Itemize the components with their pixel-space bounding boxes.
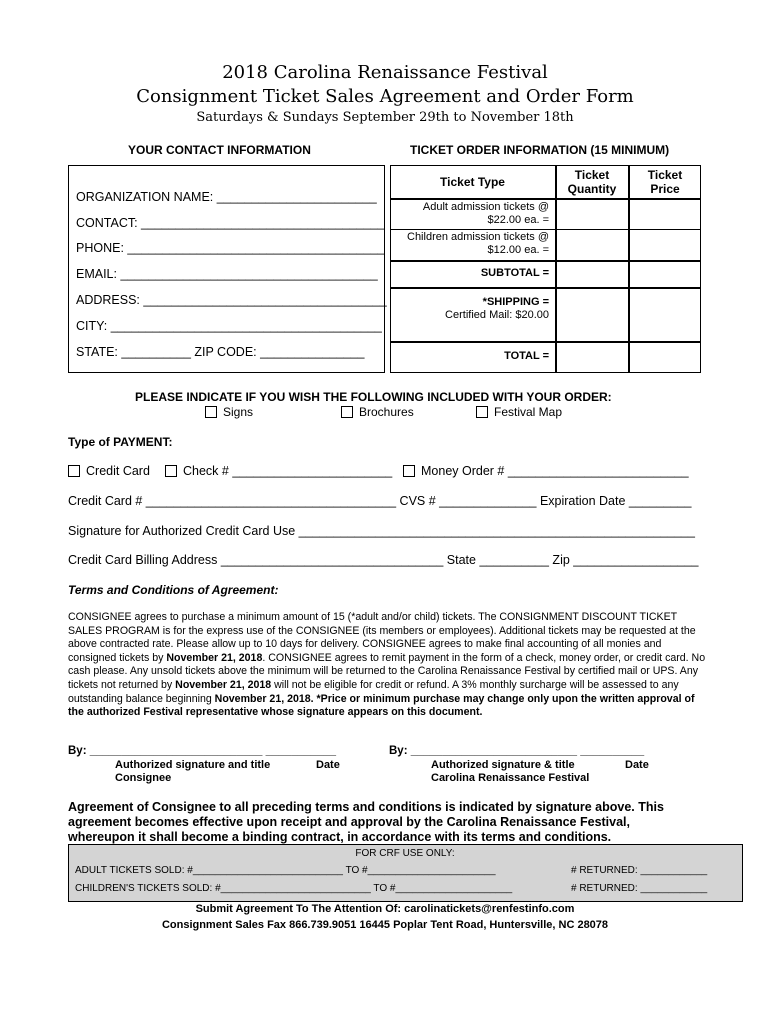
col-price-2: Price xyxy=(650,182,680,196)
credit-card-label: Credit Card xyxy=(86,464,150,478)
money-order-checkbox[interactable] xyxy=(403,465,415,477)
signs-label: Signs xyxy=(223,405,254,419)
festival-signature-line[interactable]: By: __________________________ __________ xyxy=(389,745,645,757)
signs-option[interactable] xyxy=(205,405,253,419)
consignee-signature-label: Authorized signature and title xyxy=(115,759,271,771)
festival-signature-label: Authorized signature & title xyxy=(431,759,575,771)
subtotal-label: SUBTOTAL = xyxy=(480,267,549,279)
festival-map-checkbox[interactable] xyxy=(476,406,488,418)
shipping-method: Certified Mail: $20.00 xyxy=(445,309,549,321)
consignee-label: Consignee xyxy=(115,772,172,784)
contact-address-line: Consignment Sales Fax 866.739.9051 16445 Poplar Tent Road, Huntersville, NC 28078 xyxy=(161,919,609,931)
credit-card-number-field[interactable]: Credit Card # ____________________________________ CVS # ______________ Expiration Date _________ xyxy=(68,494,692,508)
email-field[interactable]: EMAIL: _____________________________________ xyxy=(76,267,378,281)
terms-heading: Terms and Conditions of Agreement: xyxy=(68,583,279,597)
brochures-label: Brochures xyxy=(359,405,414,419)
festival-map-option[interactable] xyxy=(476,405,562,419)
money-order-option[interactable] xyxy=(403,464,689,478)
money-order-label: Money Order # __________________________ xyxy=(421,464,689,478)
adult-tickets-sold-field[interactable]: ADULT TICKETS SOLD: #___________________________ TO #_______________________ xyxy=(75,865,496,876)
brochures-option[interactable] xyxy=(341,405,414,419)
child-ticket-label-1: Children admission tickets @ xyxy=(407,231,549,243)
form-title: 2018 Carolina Renaissance Festival xyxy=(222,62,548,83)
child-price-cell[interactable] xyxy=(630,231,700,259)
terms-paragraph: CONSIGNEE agrees to purchase a minimum amount of 15 (*adult and/or child) tickets. The CONSIGNMENT DISCOUNT TICKET SALES PROGRAM is for the express use of the CONSIGNEE (its members or employees). Additional tickets may be requested at the above contracted rate. Please allow up to 10 days for delivery. CONSIGNEE agrees to make final accounting of all monies and consigned tickets by November 21, 2018. CONSIGNEE agrees to remit payment in the form of a check, money order, or credit card. No cash please. Any unsold tickets above the minimum will be returned to the Carolina Renaissance Festival by certified mail or UPS. Any tickets not returned by November 21, 2018 will not be eligible for credit or refund. A 3% monthly surcharge will be assessed to any outstanding balance beginning November 21, 2018. *Price or minimum purchase may change only upon the written approval of the authorized Festival representative whose signature appears on this document. xyxy=(68,611,706,719)
city-field[interactable]: CITY: _______________________________________ xyxy=(76,319,382,333)
adult-returned-field[interactable]: # RETURNED: ____________ xyxy=(571,865,708,876)
child-ticket-label-2: $12.00 ea. = xyxy=(487,244,549,256)
total-label: TOTAL = xyxy=(504,350,549,362)
adult-ticket-label-2: $22.00 ea. = xyxy=(487,214,549,226)
agreement-line-2: agreement becomes effective upon receipt and approval by the Carolina Renaissance Festival, xyxy=(68,815,630,829)
agreement-line-3: whereupon it shall become a binding contract, in accordance with its terms and conditions. xyxy=(68,830,612,844)
submit-attention-line: Submit Agreement To The Attention Of: carolinatickets@renfestinfo.com xyxy=(195,903,575,915)
credit-card-option[interactable] xyxy=(68,464,150,478)
festival-label: Carolina Renaissance Festival xyxy=(431,772,590,784)
credit-card-checkbox[interactable] xyxy=(68,465,80,477)
brochures-checkbox[interactable] xyxy=(341,406,353,418)
adult-quantity-cell[interactable] xyxy=(557,200,627,228)
col-ticket-type: Ticket Type xyxy=(440,175,505,189)
check-option[interactable] xyxy=(165,464,392,478)
signs-checkbox[interactable] xyxy=(205,406,217,418)
include-heading: PLEASE INDICATE IF YOU WISH THE FOLLOWING INCLUDED WITH YOUR ORDER: xyxy=(135,390,612,404)
crf-use-only-box xyxy=(68,844,743,902)
child-quantity-cell[interactable] xyxy=(557,231,627,259)
phone-field[interactable]: PHONE: _____________________________________ xyxy=(76,241,385,255)
shipping-label: *SHIPPING = xyxy=(482,296,549,308)
organization-name-field[interactable]: ORGANIZATION NAME: _______________________ xyxy=(76,190,377,204)
signature-field[interactable]: Signature for Authorized Credit Card Use _________________________________________________________ xyxy=(68,524,695,538)
payment-heading: Type of PAYMENT: xyxy=(68,435,173,449)
col-quantity-1: Ticket xyxy=(574,168,610,182)
state-zip-field[interactable]: STATE: __________ ZIP CODE: _______________ xyxy=(76,345,365,359)
festival-date-label: Date xyxy=(625,759,649,771)
crf-heading: FOR CRF USE ONLY: xyxy=(355,848,455,859)
festival-dates: Saturdays & Sundays September 29th to November 18th xyxy=(196,110,574,125)
consignee-signature-line[interactable]: By: ___________________________ ___________ xyxy=(68,745,336,757)
col-quantity-2: Quantity xyxy=(567,182,617,196)
contact-heading: YOUR CONTACT INFORMATION xyxy=(128,143,311,157)
adult-ticket-label-1: Adult admission tickets @ xyxy=(422,201,549,213)
children-tickets-sold-field[interactable]: CHILDREN'S TICKETS SOLD: #___________________________ TO #_____________________ xyxy=(75,883,513,894)
adult-price-cell[interactable] xyxy=(630,200,700,228)
children-returned-field[interactable]: # RETURNED: ____________ xyxy=(571,883,708,894)
festival-map-label: Festival Map xyxy=(494,405,563,419)
agreement-line-1: Agreement of Consignee to all preceding terms and conditions is indicated by signature above. This xyxy=(68,800,664,814)
check-checkbox[interactable] xyxy=(165,465,177,477)
col-price-1: Ticket xyxy=(647,168,683,182)
order-heading: TICKET ORDER INFORMATION (15 MINIMUM) xyxy=(410,143,670,157)
address-field[interactable]: ADDRESS: ___________________________________ xyxy=(76,293,387,307)
check-label: Check # _______________________ xyxy=(183,464,393,478)
billing-address-field[interactable]: Credit Card Billing Address ________________________________ State __________ Zip __________________ xyxy=(68,553,699,567)
consignee-date-label: Date xyxy=(316,759,340,771)
contact-field[interactable]: CONTACT: ___________________________________ xyxy=(76,216,385,230)
form-subtitle: Consignment Ticket Sales Agreement and Order Form xyxy=(136,86,634,107)
